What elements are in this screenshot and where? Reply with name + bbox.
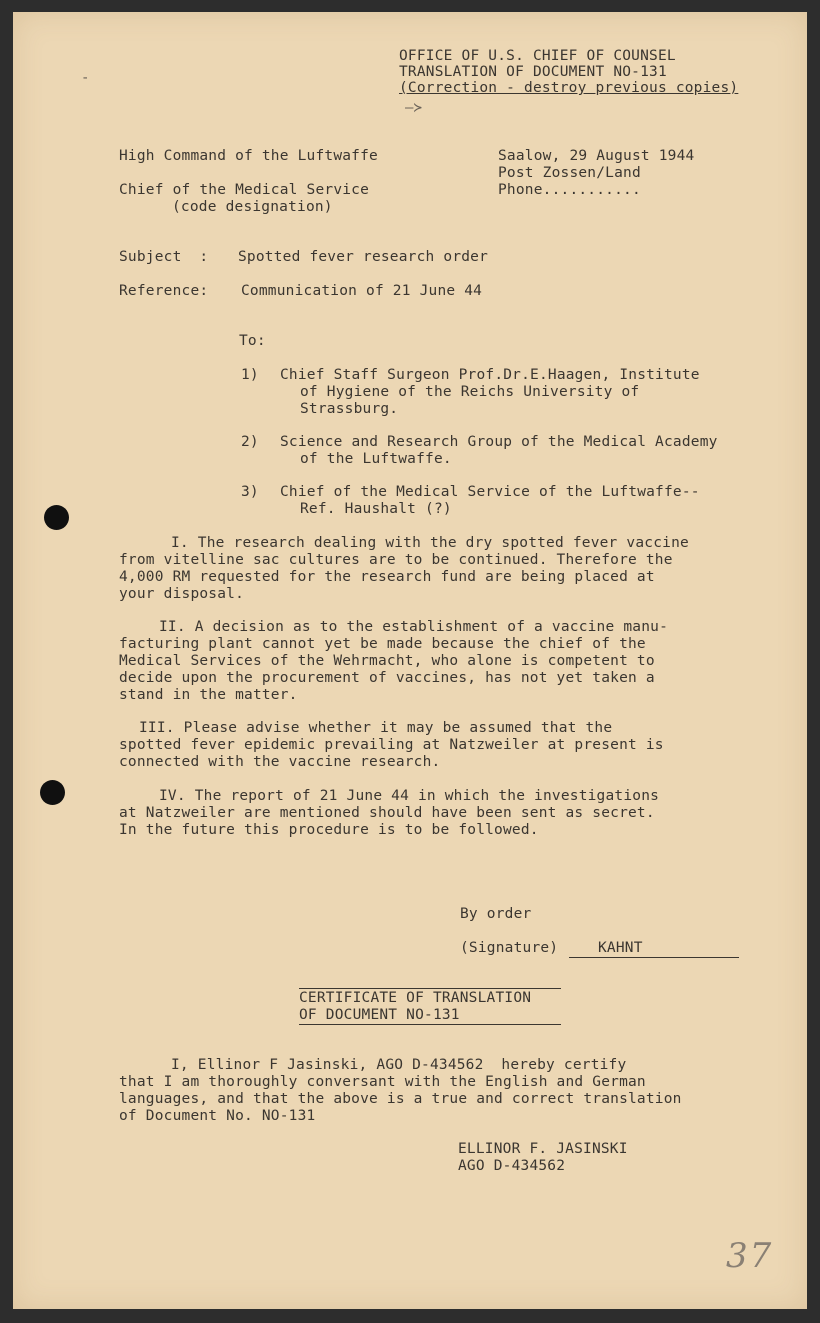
punch-hole-top	[44, 505, 69, 530]
certificate-line3: languages, and that the above is a true and correct translation	[119, 1091, 682, 1107]
certificate-title-2: OF DOCUMENT NO-131	[299, 1007, 460, 1023]
recipient-3-line2: Ref. Haushalt (?)	[300, 501, 452, 517]
reference-value: Communication of 21 June 44	[241, 283, 483, 299]
signature-line	[569, 957, 739, 958]
signature-name: KAHNT	[598, 940, 643, 956]
sender-line2: Chief of the Medical Service	[119, 182, 370, 198]
certificate-title-1: CERTIFICATE OF TRANSLATION	[299, 990, 532, 1006]
header-office: OFFICE OF U.S. CHIEF OF COUNSEL	[399, 48, 676, 64]
para-1-line3: 4,000 RM requested for the research fund are being placed at	[119, 569, 655, 585]
para-2-line5: stand in the matter.	[119, 687, 298, 703]
recipient-3-line1: Chief of the Medical Service of the Luftwaffe--	[280, 484, 700, 500]
header-mark: –≻	[405, 100, 423, 116]
page-number: 37	[726, 1236, 774, 1276]
para-2-line1: II. A decision as to the establishment of a vaccine manu-	[159, 619, 668, 635]
para-2-line4: decide upon the procurement of vaccines, has not yet taken a	[119, 670, 655, 686]
certificate-top-rule	[299, 988, 561, 989]
para-3-line3: connected with the vaccine research.	[119, 754, 441, 770]
sender-line3: (code designation)	[172, 199, 333, 215]
recipient-3-num: 3)	[241, 484, 259, 500]
certificate-signer: ELLINOR F. JASINSKI	[458, 1141, 628, 1157]
certificate-line2: that I am thoroughly conversant with the English and German	[119, 1074, 646, 1090]
para-1-line4: your disposal.	[119, 586, 245, 602]
sender-line1: High Command of the Luftwaffe	[119, 148, 378, 164]
para-1-line1: I. The research dealing with the dry spotted fever vaccine	[171, 535, 689, 551]
document-page	[13, 12, 807, 1309]
to-label: To:	[239, 333, 266, 349]
punch-hole-bottom	[40, 780, 65, 805]
signature-label: (Signature)	[460, 940, 559, 956]
by-order: By order	[460, 906, 532, 922]
para-2-line3: Medical Services of the Wehrmacht, who alone is competent to	[119, 653, 655, 669]
para-4-line3: In the future this procedure is to be followed.	[119, 822, 539, 838]
recipient-1-line3: Strassburg.	[300, 401, 399, 417]
certificate-bottom-rule	[299, 1024, 561, 1025]
place-post: Post Zossen/Land	[498, 165, 641, 181]
para-3-line2: spotted fever epidemic prevailing at Natzweiler at present is	[119, 737, 664, 753]
stray-mark: -	[81, 70, 90, 86]
para-4-line2: at Natzweiler are mentioned should have been sent as secret.	[119, 805, 655, 821]
header-correction: (Correction - destroy previous copies)	[399, 80, 739, 96]
subject-label: Subject :	[119, 249, 209, 265]
recipient-2-num: 2)	[241, 434, 259, 450]
para-3-line1: III. Please advise whether it may be assumed that the	[139, 720, 613, 736]
reference-label: Reference:	[119, 283, 209, 299]
para-4-line1: IV. The report of 21 June 44 in which the investigations	[159, 788, 660, 804]
para-1-line2: from vitelline sac cultures are to be continued. Therefore the	[119, 552, 673, 568]
place-date: Saalow, 29 August 1944	[498, 148, 695, 164]
recipient-2-line2: of the Luftwaffe.	[300, 451, 452, 467]
certificate-line4: of Document No. NO-131	[119, 1108, 316, 1124]
recipient-1-num: 1)	[241, 367, 259, 383]
certificate-signer-id: AGO D-434562	[458, 1158, 566, 1174]
certificate-line1: I, Ellinor F Jasinski, AGO D-434562 hereby certify	[171, 1057, 627, 1073]
place-phone: Phone...........	[498, 182, 641, 198]
header-translation: TRANSLATION OF DOCUMENT NO-131	[399, 64, 667, 80]
recipient-1-line2: of Hygiene of the Reichs University of	[300, 384, 640, 400]
subject-value: Spotted fever research order	[238, 249, 489, 265]
recipient-2-line1: Science and Research Group of the Medical Academy	[280, 434, 718, 450]
recipient-1-line1: Chief Staff Surgeon Prof.Dr.E.Haagen, Institute	[280, 367, 700, 383]
para-2-line2: facturing plant cannot yet be made because the chief of the	[119, 636, 646, 652]
